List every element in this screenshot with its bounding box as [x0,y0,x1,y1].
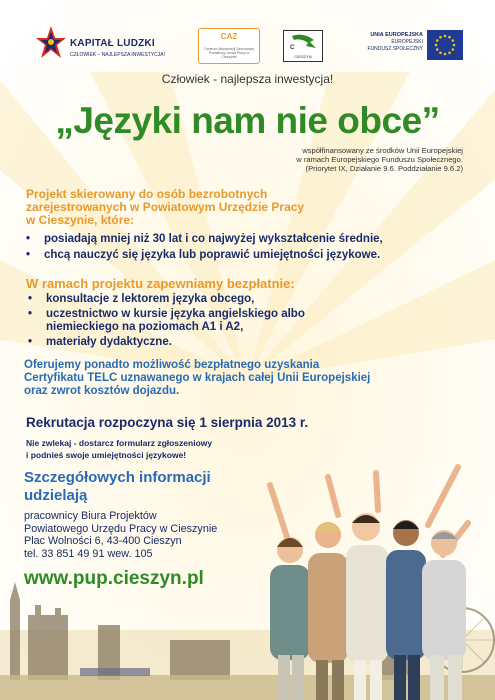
intro-line: zarejestrowanych w Powiatowym Urzędzie Pracy [26,200,305,214]
pup-cieszyn-logo [283,30,323,62]
notice-line: Nie zwlekaj - dostarcz formularz zgłoszeniowy [26,438,213,448]
list-item [24,249,454,262]
benefits-heading: W ramach projektu zapewniamy bezpłatnie: [26,276,295,291]
tagline: Człowiek - najlepsza inwestycja! [161,72,334,86]
recruitment-date: Rekrutacja rozpoczyna się 1 sierpnia 2013 r. [26,415,309,430]
cofinancing-note [223,146,463,173]
eu-logo [348,30,463,60]
people-photo [258,455,478,700]
contact-line: pracownicy Biura Projektów [24,510,157,522]
benefit-text: uczestnictwo w kursie języka angielskiego albo niemieckiego na poziomach A1 i A2, [46,308,305,333]
notice-text [26,437,266,461]
bullet-icon: • [26,249,31,261]
eu-flag-icon [427,30,463,60]
bullet-icon: • [28,308,33,320]
contact-line: Powiatowego Urzędu Pracy w Cieszynie [24,522,218,535]
contact-info [24,510,284,560]
benefit-text: materiały dydaktyczne. [46,336,172,348]
criteria-list [24,233,454,265]
contact-line: Plac Wolności 6, 43-400 Cieszyn [24,535,182,548]
cofinancing-line: (Priorytet IX, Działanie 9.6. Poddziałanie 9.6.2) [305,164,463,173]
list-item [26,308,346,334]
intro-line: Projekt skierowany do osób bezrobotnych [26,187,268,201]
info-heading [24,469,254,505]
project-intro [26,188,366,227]
people-group [270,467,468,700]
website-link[interactable]: www.pup.cieszyn.pl [24,568,204,589]
offer-line: Oferujemy ponadto możliwość bezpłatnego uzyskania [24,359,320,371]
offer-text [24,359,444,398]
logo-bar [0,0,495,72]
kapital-ludzki-name: KAPITAŁ LUDZKI [70,38,155,49]
list-item [26,293,346,306]
cofinancing-line: współfinansowany ze środków Unii Europejskiej [302,146,463,155]
eu-line2: EUROPEJSKI [391,39,423,45]
criteria-text: chcą nauczyć się języka lub poprawić umiejętności językowe. [44,249,381,261]
cofinancing-line: w ramach Europejskiego Funduszu Społecznego. [296,155,463,164]
svg-text:C: C [290,45,295,51]
pup-arrow-icon [284,32,322,54]
benefits-list [26,293,346,351]
intro-line: w Cieszynie, które: [26,213,135,227]
eu-line3: FUNDUSZ SPOŁECZNY [367,46,423,52]
contact-phone: tel. 33 851 49 91 wew. 105 [24,547,153,560]
eu-line1: UNIA EUROPEJSKA [370,32,423,38]
offer-line: Certyfikatu TELC uznawanego w krajach całej Unii Europejskiej [24,372,371,384]
list-item [24,233,454,246]
offer-line: oraz zwrot kosztów dojazdu. [24,385,180,397]
kapital-ludzki-tagline: CZŁOWIEK – NAJLEPSZA INWESTYCJA! [70,52,166,58]
criteria-text: posiadają mniej niż 30 lat i co najwyżej wykształcenie średnie, [44,233,383,245]
list-item [26,336,346,349]
benefit-text: konsultacje z lektorem języka obcego, [46,293,255,305]
info-heading-line: udzielają [24,487,88,504]
bullet-icon: • [28,336,33,348]
info-heading-line: Szczegółowych informacji [24,469,211,486]
page-title: „Języki nam nie obce” [55,100,440,141]
caz-logo [198,28,260,64]
pup-name: CIESZYN [294,54,312,59]
bullet-icon: • [28,293,33,305]
bullet-icon: • [26,233,31,245]
kapital-ludzki-star-icon [36,24,66,62]
kapital-ludzki-logo [36,24,176,66]
notice-line: i podnieś swoje umiejętności językowe! [26,450,187,460]
caz-name: CAZ [220,32,238,41]
caz-subtitle: Centrum Aktywizacji Zawodowej Powiatowy Urząd Pracy w Cieszynie [204,47,254,59]
